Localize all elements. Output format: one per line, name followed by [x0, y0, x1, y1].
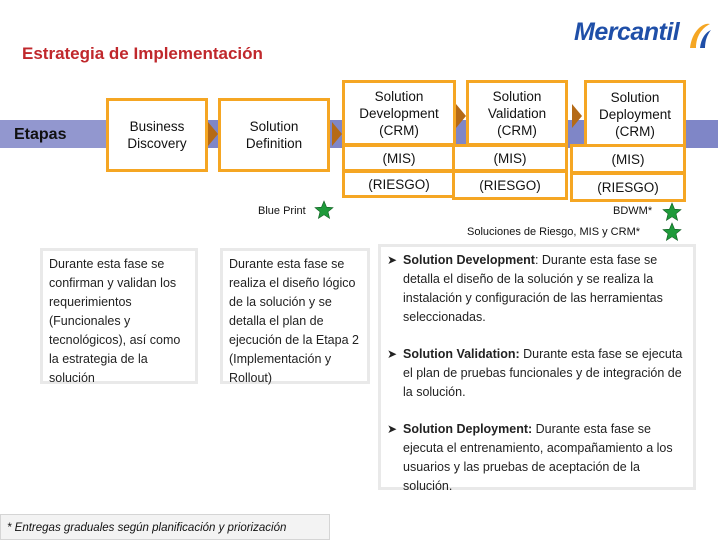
- stage-solution-deployment-mis: (MIS): [570, 144, 686, 174]
- milestone-blueprint: Blue Print: [258, 205, 306, 217]
- arrow-icon: [572, 104, 582, 128]
- bullet-title: Solution Validation:: [403, 347, 520, 361]
- green-star-icon: [662, 202, 682, 222]
- stage-solution-validation-riesgo: (RIESGO): [452, 170, 568, 200]
- milestone-bdwm: BDWM*: [613, 205, 653, 217]
- stage-solution-development-riesgo: (RIESGO): [342, 170, 456, 198]
- mercantil-logo: [574, 18, 714, 52]
- footnote: * Entregas graduales según planificación y priorización: [0, 514, 330, 540]
- description-stage-details: [378, 244, 696, 493]
- logo-swoosh-icon: [686, 20, 712, 50]
- stage-solution-deployment: Solution Deployment (CRM): [584, 80, 686, 148]
- arrow-bullet-icon: ➤: [387, 422, 398, 436]
- page-title: Estrategia de Implementación: [22, 44, 263, 63]
- bullet-solution-deployment: [387, 420, 687, 496]
- etapas-label: Etapas: [14, 126, 67, 143]
- bullet-text: Durante esta fase se detalla el diseño de la solución y se realiza la instalación y configuración de las herramientas seleccionadas.: [403, 253, 663, 324]
- arrow-icon: [208, 122, 218, 146]
- bullet-solution-development: [387, 251, 687, 327]
- arrow-icon: [456, 104, 466, 128]
- green-star-icon: [662, 222, 682, 242]
- stage-solution-deployment-riesgo: (RIESGO): [570, 172, 686, 202]
- arrow-bullet-icon: ➤: [387, 253, 398, 267]
- arrow-bullet-icon: ➤: [387, 347, 398, 361]
- stage-business-discovery: Business Discovery: [106, 98, 208, 172]
- bullet-text: Durante esta fase se ejecuta el plan de pruebas funcionales y de integración de la solución.: [403, 347, 683, 399]
- bullet-title: Solution Deployment:: [403, 422, 533, 436]
- bullet-separator: :: [534, 253, 542, 267]
- bullet-title: Solution Development: [403, 253, 535, 267]
- stage-solution-development-mis: (MIS): [342, 144, 456, 172]
- description-business-discovery: Durante esta fase se confirman y validan los requerimientos (Funcionales y tecnológicos), así como la estrategia de la solución: [40, 248, 198, 384]
- milestone-soluciones: Soluciones de Riesgo, MIS y CRM*: [467, 226, 641, 238]
- bullet-text: Durante esta fase se ejecuta el entrenamiento, acompañamiento a los usuarios y las pruebas de aceptación de la solución.: [403, 422, 673, 493]
- arrow-icon: [332, 122, 342, 146]
- stage-solution-validation: Solution Validation (CRM): [466, 80, 568, 146]
- bullet-solution-validation: [387, 345, 687, 402]
- stage-solution-definition: Solution Definition: [218, 98, 330, 172]
- description-solution-definition: Durante esta fase se realiza el diseño lógico de la solución y se detalla el plan de ejecución de la Etapa 2 (Implementación y Rollout): [220, 248, 370, 384]
- logo-text: Mercantil: [574, 18, 680, 46]
- stage-solution-development: Solution Development (CRM): [342, 80, 456, 146]
- green-star-icon: [314, 200, 334, 220]
- stage-solution-validation-mis: (MIS): [452, 144, 568, 172]
